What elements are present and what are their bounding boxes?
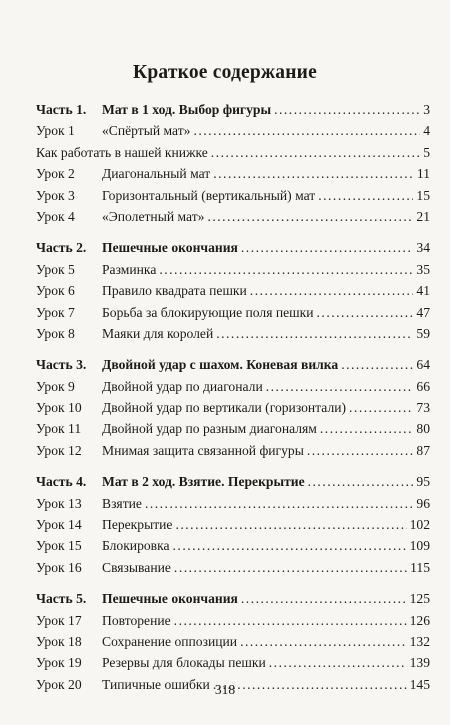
toc-entry-label: Часть 5.	[36, 591, 87, 607]
toc-entry-label: Урок 1	[36, 123, 75, 139]
toc-entry-title: Как работать в нашей книжке	[36, 144, 208, 160]
toc-entry-title: Пешечные окончания	[102, 591, 238, 607]
toc-entry	[36, 496, 430, 517]
dot-leader	[308, 474, 414, 490]
dot-leader	[207, 209, 413, 225]
toc-entry-page: 21	[416, 208, 430, 224]
toc-entry-title: Типичные ошибки	[102, 676, 210, 692]
toc-entry-label: Урок 9	[36, 378, 75, 394]
dot-leader	[241, 591, 407, 607]
dot-leader	[341, 357, 413, 373]
toc-entry-page: 87	[416, 442, 430, 458]
toc-entry-label: Урок 19	[36, 655, 82, 671]
toc-entry	[36, 305, 430, 326]
toc-entry	[36, 209, 430, 230]
toc-entry-title: Мат в 2 ход. Взятие. Перекрытие	[102, 474, 305, 490]
toc-entry-page: 95	[416, 474, 430, 490]
dot-leader	[307, 443, 414, 459]
toc-entry-label: Урок 7	[36, 304, 75, 320]
toc-entry-page: 132	[409, 633, 430, 649]
toc-entry-label: Урок 16	[36, 559, 82, 575]
toc-part-entry	[36, 240, 430, 261]
toc-entry-label: Урок 5	[36, 261, 75, 277]
toc-entry	[36, 421, 430, 442]
toc-entry-title: Повторение	[102, 612, 171, 628]
toc-entry-page: 125	[409, 591, 430, 607]
toc-entry-page: 3	[423, 102, 430, 117]
toc-entry-page: 34	[416, 240, 430, 256]
toc-entry-page: 115	[410, 559, 430, 575]
toc-entry	[36, 123, 430, 144]
toc-entry-label: Урок 10	[36, 400, 82, 416]
dot-leader	[266, 379, 414, 395]
toc-entry-title: Маяки для королей	[102, 325, 214, 341]
toc-entry-page: 102	[409, 517, 430, 533]
toc-part-entry	[36, 357, 430, 378]
toc-entry	[36, 560, 430, 581]
page-number: 318	[214, 682, 236, 697]
toc-entry-page: 96	[416, 495, 430, 511]
toc-entry-title: Мнимая защита связанной фигуры	[102, 442, 304, 458]
toc-part-entry	[36, 591, 430, 612]
toc-entry-page: 64	[416, 357, 430, 373]
toc-entry-label: Урок 2	[36, 166, 75, 182]
toc-entry-label: Урок 4	[36, 208, 75, 224]
toc-entry-page: 59	[416, 325, 430, 341]
toc-entry-label: Урок 15	[36, 538, 82, 554]
toc-entry-title: «Эполетный мат»	[102, 208, 205, 224]
toc-entry-label: Урок 20	[36, 676, 82, 692]
dot-leader	[241, 240, 414, 256]
toc-entry	[36, 517, 430, 538]
toc-entry-label: Урок 8	[36, 325, 75, 341]
toc-entry	[36, 538, 430, 559]
toc-entry-page: 15	[416, 187, 430, 203]
toc-entry	[36, 379, 430, 400]
toc-entry-label: Урок 6	[36, 283, 75, 299]
dot-leader	[213, 166, 414, 182]
dot-leader	[317, 305, 414, 321]
dot-leader	[320, 421, 414, 437]
dot-leader	[193, 123, 420, 139]
dot-leader	[318, 188, 413, 204]
dot-leader	[174, 560, 407, 576]
toc-entry-title: Двойной удар по диагонали	[102, 378, 263, 394]
toc-entry-title: Горизонтальный (вертикальный) мат	[102, 187, 316, 203]
toc-entry-page: 145	[409, 676, 430, 692]
toc-entry-page: 73	[416, 400, 430, 416]
toc-entry-title: «Спёртый мат»	[102, 123, 191, 139]
toc-entry-title: Правило квадрата пешки	[102, 283, 247, 299]
dot-leader	[211, 145, 420, 161]
toc-entry-page: 66	[416, 378, 430, 394]
dot-leader	[145, 496, 413, 512]
toc-entry	[36, 166, 430, 187]
dot-leader	[174, 613, 407, 629]
toc-entry-label: Часть 2.	[36, 240, 87, 256]
toc-entry	[36, 145, 430, 166]
toc-entry	[36, 613, 430, 634]
toc-entry-title: Диагональный мат	[102, 166, 211, 182]
dot-leader	[173, 538, 407, 554]
dot-leader	[250, 283, 414, 299]
toc-entry	[36, 655, 430, 676]
toc-entry-label: Часть 1.	[36, 102, 87, 117]
toc-entry-page: 126	[409, 612, 430, 628]
toc-entry-title: Двойной удар по разным диагоналям	[102, 421, 317, 437]
table-of-contents	[36, 102, 430, 698]
toc-entry-title: Блокировка	[102, 538, 170, 554]
toc-entry	[36, 400, 430, 421]
toc-entry	[36, 283, 430, 304]
toc-entry-title: Перекрытие	[102, 517, 173, 533]
toc-entry-page: 4	[423, 123, 430, 139]
toc-entry-title: Двойной удар с шахом. Коневая вилка	[102, 357, 339, 373]
toc-entry-page: 139	[409, 655, 430, 671]
toc-entry-label: Часть 4.	[36, 474, 87, 490]
toc-entry	[36, 443, 430, 464]
toc-entry-title: Разминка	[102, 261, 157, 277]
toc-entry-label: Урок 11	[36, 421, 82, 437]
toc-entry-title: Борьба за блокирующие поля пешки	[102, 304, 314, 320]
dot-leader	[216, 326, 413, 342]
toc-entry-page: 35	[416, 261, 430, 277]
toc-entry-label: Урок 13	[36, 495, 82, 511]
toc-entry-page: 109	[409, 538, 430, 554]
toc-entry-title: Сохранение оппозиции	[102, 633, 238, 649]
toc-entry-title: Мат в 1 ход. Выбор фигуры	[102, 102, 272, 117]
toc-entry-page: 47	[416, 304, 430, 320]
toc-entry-title: Пешечные окончания	[102, 240, 238, 256]
toc-entry-page: 11	[416, 166, 430, 182]
toc-entry-title: Взятие	[102, 495, 142, 511]
dot-leader	[269, 655, 407, 671]
dot-leader	[274, 102, 420, 118]
toc-entry-label: Урок 14	[36, 517, 82, 533]
toc-entry-label: Урок 3	[36, 187, 75, 203]
page-title: Краткое содержание	[133, 62, 317, 83]
dot-leader	[159, 262, 413, 278]
toc-entry-label: Урок 12	[36, 442, 82, 458]
toc-entry-page: 5	[423, 144, 430, 160]
dot-leader	[175, 517, 406, 533]
toc-entry-page: 80	[416, 421, 430, 437]
dot-leader	[240, 634, 407, 650]
toc-entry	[36, 262, 430, 283]
toc-entry	[36, 326, 430, 347]
toc-entry	[36, 634, 430, 655]
toc-entry	[36, 188, 430, 209]
dot-leader	[349, 400, 413, 416]
toc-entry-title: Двойной удар по вертикали (горизонтали)	[102, 400, 347, 416]
toc-entry-label: Урок 17	[36, 612, 82, 628]
toc-part-entry	[36, 474, 430, 495]
toc-part-entry	[36, 102, 430, 123]
toc-entry-page: 41	[416, 283, 430, 299]
toc-entry-title: Связывание	[102, 559, 171, 575]
toc-entry-label: Урок 18	[36, 633, 82, 649]
toc-entry-label: Часть 3.	[36, 357, 87, 373]
toc-entry-title: Резервы для блокады пешки	[102, 655, 266, 671]
